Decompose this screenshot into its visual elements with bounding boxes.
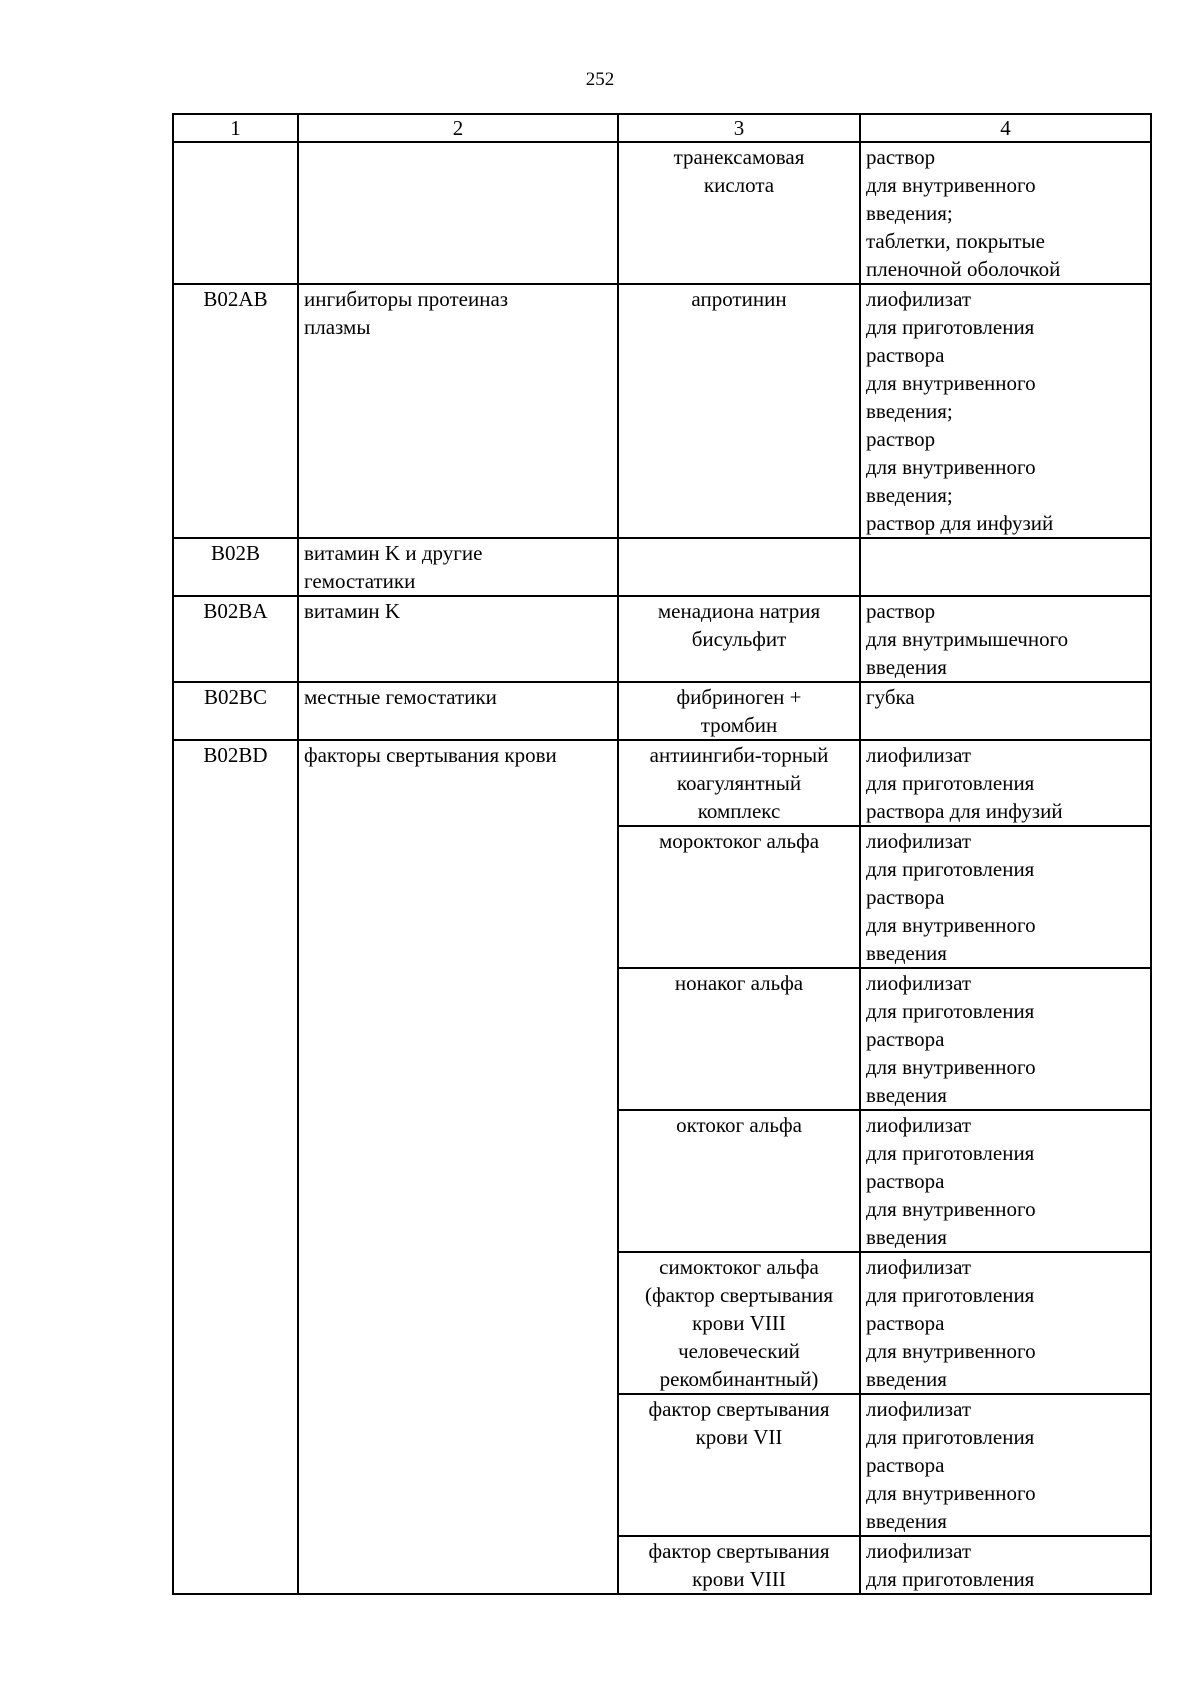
name-text: ингибиторы протеиназ <box>304 287 509 311</box>
form-text: введения; <box>866 201 953 225</box>
form-text: пленочной оболочкой <box>866 257 1061 281</box>
form-text: для приготовления <box>866 857 1035 881</box>
drug-name-cell <box>618 826 860 968</box>
form-text: лиофилизат <box>866 287 972 311</box>
drug-name-cell <box>618 682 860 740</box>
form-text: для приготовления <box>866 999 1035 1023</box>
group-name-cell <box>298 682 618 740</box>
inn-text: (фактор свертывания <box>644 1283 834 1307</box>
form-text: для внутривенного <box>866 913 1036 937</box>
form-text: для внутривенного <box>866 1197 1036 1221</box>
form-text: для приготовления <box>866 1141 1035 1165</box>
inn-text: нонаког альфа <box>674 971 804 995</box>
atc-code-cell <box>173 284 298 538</box>
column-header: 1 <box>173 114 298 142</box>
atc-code-cell <box>173 538 298 596</box>
drug-name-cell <box>618 284 860 538</box>
inn-text: октоког альфа <box>676 1113 802 1137</box>
form-text: лиофилизат <box>866 1255 972 1279</box>
form-text: раствора <box>866 1027 945 1051</box>
inn-text: крови VIII <box>692 1567 786 1591</box>
dosage-form-cell <box>860 1394 1151 1536</box>
name-text: витамин K <box>304 599 401 623</box>
inn-text: фактор свертывания <box>648 1539 830 1563</box>
form-text: раствора <box>866 1453 945 1477</box>
atc-code: B02AB <box>203 287 268 311</box>
dosage-form-cell <box>860 284 1151 538</box>
form-text: для приготовления <box>866 1567 1035 1591</box>
form-text: введения <box>866 1367 947 1391</box>
inn-text: человеческий <box>678 1339 800 1363</box>
dosage-form-cell <box>860 1536 1151 1594</box>
inn-text: коагулянтный <box>676 771 802 795</box>
form-text: для внутривенного <box>866 173 1036 197</box>
form-text: губка <box>866 685 915 709</box>
atc-code-cell <box>173 682 298 740</box>
form-text: введения <box>866 941 947 965</box>
form-text: раствор для инфузий <box>866 511 1054 535</box>
form-text: лиофилизат <box>866 743 972 767</box>
dosage-form-cell <box>860 1252 1151 1394</box>
atc-code-cell <box>173 142 298 284</box>
group-name-cell <box>298 142 618 284</box>
dosage-form-cell <box>860 968 1151 1110</box>
drug-name-cell <box>618 538 860 596</box>
dosage-form-cell <box>860 826 1151 968</box>
dosage-form-cell <box>860 538 1151 596</box>
form-text: для внутривенного <box>866 455 1036 479</box>
form-text: для приготовления <box>866 1425 1035 1449</box>
page-number: 252 <box>585 69 615 90</box>
form-text: раствора <box>866 1311 945 1335</box>
form-text: раствор <box>866 145 936 169</box>
inn-text: антиингиби-торный <box>649 743 829 767</box>
table-body <box>173 142 1151 1594</box>
form-text: лиофилизат <box>866 1397 972 1421</box>
table-row <box>173 596 1151 682</box>
atc-code: B02BD <box>203 743 268 767</box>
drug-name-cell <box>618 1536 860 1594</box>
drug-name-cell <box>618 142 860 284</box>
table-header <box>173 114 1151 142</box>
form-text: введения <box>866 1083 947 1107</box>
form-text: таблетки, покрытые <box>866 229 1045 253</box>
group-name-cell <box>298 596 618 682</box>
form-text: для внутривенного <box>866 1339 1036 1363</box>
atc-code: B02BA <box>203 599 268 623</box>
form-text: раствор <box>866 427 936 451</box>
drug-name-cell <box>618 968 860 1110</box>
atc-code: B02B <box>210 541 260 565</box>
inn-text: рекомбинантный) <box>659 1367 819 1391</box>
form-text: введения <box>866 655 947 679</box>
inn-text: комплекс <box>697 799 781 823</box>
form-text: раствора <box>866 1169 945 1193</box>
column-header: 4 <box>860 114 1151 142</box>
table-row <box>173 740 1151 826</box>
inn-text: тромбин <box>700 713 778 737</box>
drug-name-cell <box>618 1110 860 1252</box>
atc-code: B02BC <box>203 685 268 709</box>
atc-code-cell <box>173 740 298 1594</box>
form-text: введения; <box>866 399 953 423</box>
dosage-form-cell <box>860 740 1151 826</box>
form-text: для приготовления <box>866 771 1035 795</box>
drug-name-cell <box>618 1394 860 1536</box>
dosage-form-cell <box>860 142 1151 284</box>
form-text: лиофилизат <box>866 971 972 995</box>
form-text: раствор <box>866 599 936 623</box>
group-name-cell <box>298 284 618 538</box>
atc-code-cell <box>173 596 298 682</box>
form-text: лиофилизат <box>866 829 972 853</box>
group-name-cell <box>298 538 618 596</box>
form-text: введения <box>866 1509 947 1533</box>
form-text: для внутривенного <box>866 371 1036 395</box>
column-header: 3 <box>618 114 860 142</box>
table-row <box>173 284 1151 538</box>
table-row <box>173 142 1151 284</box>
inn-text: менадиона натрия <box>657 599 821 623</box>
form-text: для приготовления <box>866 1283 1035 1307</box>
inn-text: бисульфит <box>691 627 787 651</box>
inn-text: кислота <box>703 173 775 197</box>
inn-text: мороктоког альфа <box>658 829 820 853</box>
drug-name-cell <box>618 740 860 826</box>
form-text: лиофилизат <box>866 1113 972 1137</box>
table-row <box>173 682 1151 740</box>
inn-text: симоктоког альфа <box>659 1255 819 1279</box>
form-text: введения <box>866 1225 947 1249</box>
form-text: введения; <box>866 483 953 507</box>
dosage-form-cell <box>860 682 1151 740</box>
name-text: факторы свертывания крови <box>304 743 557 767</box>
dosage-form-cell <box>860 596 1151 682</box>
inn-text: крови VII <box>695 1425 783 1449</box>
drug-name-cell <box>618 596 860 682</box>
drug-name-cell <box>618 1252 860 1394</box>
form-text: для внутримышечного <box>866 627 1069 651</box>
group-name-cell <box>298 740 618 1594</box>
inn-text: апротинин <box>691 287 787 311</box>
name-text: местные гемостатики <box>304 685 497 709</box>
header-row <box>173 114 1151 142</box>
form-text: для внутривенного <box>866 1055 1036 1079</box>
form-text: раствора <box>866 343 945 367</box>
name-text: витамин K и другие <box>304 541 483 565</box>
form-text: лиофилизат <box>866 1539 972 1563</box>
dosage-form-cell <box>860 1110 1151 1252</box>
form-text: для приготовления <box>866 315 1035 339</box>
inn-text: крови VIII <box>692 1311 786 1335</box>
column-header: 2 <box>298 114 618 142</box>
form-text: раствора для инфузий <box>866 799 1063 823</box>
drug-table <box>172 113 1152 1595</box>
form-text: раствора <box>866 885 945 909</box>
form-text: для внутривенного <box>866 1481 1036 1505</box>
inn-text: транексамовая <box>673 145 805 169</box>
name-text: гемостатики <box>304 569 416 593</box>
name-text: плазмы <box>304 315 371 339</box>
inn-text: фактор свертывания <box>648 1397 830 1421</box>
table-row <box>173 538 1151 596</box>
inn-text: фибриноген + <box>676 685 802 709</box>
